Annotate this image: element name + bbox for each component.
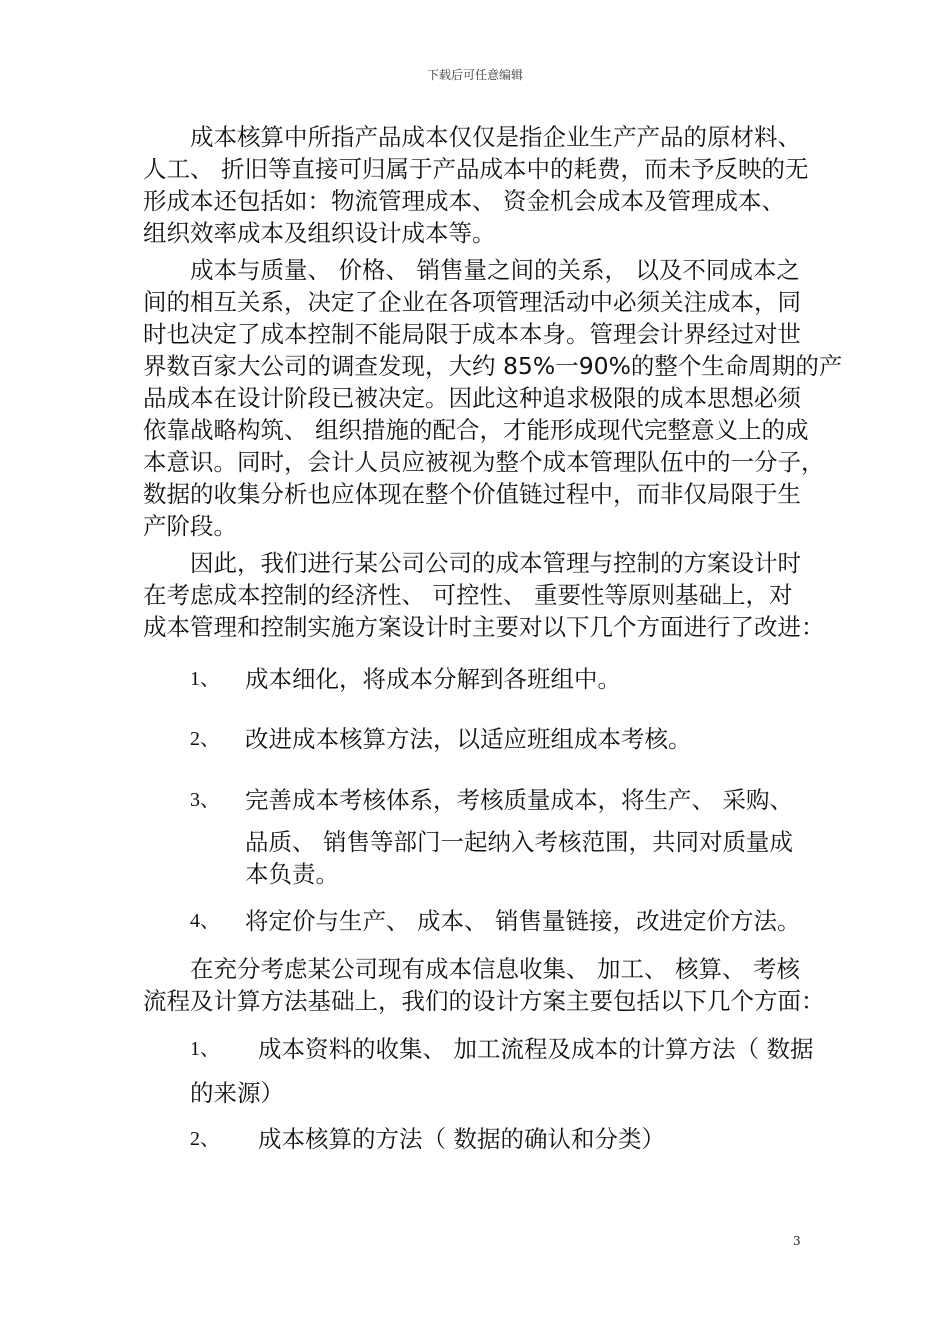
list-item-text: 成本细化，将成本分解到各班组中。: [245, 665, 621, 693]
text-line: 界数百家大公司的调查发现，大约 85%一90%的整个生命周期的产: [143, 352, 843, 380]
list-item-text: 完善成本考核体系，考核质量成本，将生产、 采购、: [245, 786, 793, 814]
text-line: 人工、 折旧等直接可归属于产品成本中的耗费，而未予反映的无: [143, 155, 809, 183]
text-line: 品成本在设计阶段已被决定。因此这种追求极限的成本思想必须: [143, 384, 801, 412]
list-item-text: 的来源）: [190, 1079, 284, 1107]
list-item-text: 成本核算的方法（ 数据的确认和分类）: [258, 1125, 665, 1153]
text-line: 形成本还包括如：物流管理成本、 资金机会成本及管理成本、: [143, 187, 785, 215]
text-line: 时也决定了成本控制不能局限于成本本身。管理会计界经过对世: [143, 320, 801, 348]
text-line: 在考虑成本控制的经济性、 可控性、 重要性等原则基础上，对: [143, 581, 793, 609]
list-item-text: 品质、 销售等部门一起纳入考核范围，共同对质量成: [245, 828, 793, 856]
text-line: 在充分考虑某公司现有成本信息收集、 加工、 核算、 考核: [190, 955, 800, 983]
text-line: 成本核算中所指产品成本仅仅是指企业生产产品的原材料、: [190, 123, 801, 151]
list-item-number: 3、: [190, 789, 220, 811]
page-number: 3: [793, 1234, 801, 1248]
list-item-text: 成本资料的收集、 加工流程及成本的计算方法（ 数据: [258, 1035, 814, 1063]
text-line: 依靠战略构筑、 组织措施的配合，才能形成现代完整意义上的成: [143, 416, 809, 444]
text-line: 成本与质量、 价格、 销售量之间的关系， 以及不同成本之: [190, 256, 800, 284]
text-line: 因此，我们进行某公司公司的成本管理与控制的方案设计时: [190, 549, 801, 577]
text-line: 间的相互关系，决定了企业在各项管理活动中必须关注成本，同: [143, 288, 801, 316]
list-item-number: 1、: [190, 1038, 220, 1060]
page-header: 下载后可任意编辑: [426, 68, 523, 82]
list-item-number: 2、: [190, 1128, 220, 1150]
list-item-text: 本负责。: [245, 860, 339, 888]
text-line: 成本管理和控制实施方案设计时主要对以下几个方面进行了改进：: [143, 613, 825, 641]
text-line: 组织效率成本及组织设计成本等。: [143, 219, 496, 247]
list-item-text: 改进成本核算方法，以适应班组成本考核。: [245, 725, 692, 753]
list-item-text: 将定价与生产、 成本、 销售量链接，改进定价方法。: [245, 907, 801, 935]
text-line: 数据的收集分析也应体现在整个价值链过程中，而非仅局限于生: [143, 480, 801, 508]
list-item-number: 4、: [190, 910, 220, 932]
text-line: 产阶段。: [143, 512, 237, 540]
text-line: 本意识。同时，会计人员应被视为整个成本管理队伍中的一分子，: [143, 448, 825, 476]
list-item-number: 1、: [190, 668, 220, 690]
list-item-number: 2、: [190, 728, 220, 750]
text-line: 流程及计算方法基础上，我们的设计方案主要包括以下几个方面：: [143, 987, 825, 1015]
